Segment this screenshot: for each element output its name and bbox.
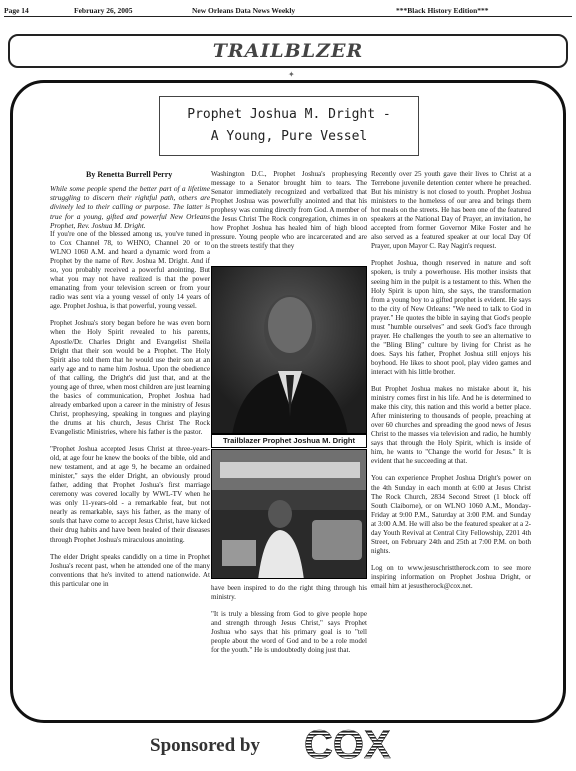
paragraph: But Prophet Joshua makes no mistake about it, his ministry comes first in his life. And he is determined to make this city, this nation and this world a better place. After ministering to thousands of people, preaching at over 60 churches and spreading the good news of Jesus Christ to the masses via television and radio, he humbly says that through the Holy Spirit, which is inside of him, he wants to "Change the world for Jesus." It is evident that he succeeding at that. [371, 385, 531, 466]
section-banner [8, 34, 568, 68]
paragraph: If you're one of the blessed among us, you've tuned in to Cox Channel 78, to WHNO, Channel 20 or to WLNO 1060 A.M. and heard a dynamic word from a Prophet by the name of Rev. Joshua M. Dright. And if so, you probably received a powerful anointing. But what you may not have realized is that the power emanating from your television screen or from your radio was sent via a young vessel of only 14 years of age. Prophet Joshua, is that powerful, young vessel. [50, 230, 210, 311]
article-column-1 [50, 230, 210, 720]
paragraph: Recently over 25 youth gave their lives to Christ at a Terrebone juvenile detention center where he preached. But his ministry is not closed to youth. Prophet Joshua ministers to the homeless of our area and brings them hot meals on the streets. He has been one of the featured speakers at the National Day of Prayer, an invitation, he accepted from former Governor Mike Foster and he also served as a featured speaker at our local Day Of Prayer, upon Mayor C. Ray Nagin's request. [371, 170, 531, 251]
masthead [4, 3, 572, 17]
sponsor-label: Sponsored by [150, 735, 261, 756]
paragraph: have been inspired to do the right thing through his ministry. [211, 584, 367, 602]
headline-box [159, 96, 419, 156]
headline-line-2: A Young, Pure Vessel [210, 129, 368, 144]
paragraph: Washington D.C., Prophet Joshua's prophesying message to a Senator brought him to tears. The Senator immediately recognized and verbalized that Prophet Joshua was powerfully anointed and that his prophesy was coming directly from God. A member of the Jesus Christ The Rock congregation, chimes in on how Prophet Joshua has healed him of high blood pressure. Young people who are incarcerated and are on the streets testify that they [211, 170, 367, 251]
paragraph: The elder Dright speaks candidly on a time in Prophet Joshua's recent past, when he attended one of the many conventions that he's invited to attend nationwide. At this particular one in [50, 552, 210, 588]
photo-caption: Trailblazer Prophet Joshua M. Dright [211, 434, 367, 448]
page-number: Page 14 [4, 6, 29, 15]
byline: By Renetta Burrell Perry [86, 170, 173, 179]
portrait-photo [211, 266, 367, 434]
masthead-rule [4, 16, 572, 17]
paragraph: Prophet Joshua, though reserved in nature and soft spoken, is truly a powerhouse. His mother insists that seeing him in the pulpit is a testament to this. When the Holy Spirit is upon him, she says, the transformation from a young boy to a gifted prophet is evident. He says to the city of New Orleans: "We need to talk to God in prayer." He quotes the bible in saying that God's people must "humble ourselves" and seek God's face through prayer. He challenges the youth to see an alternative to the "Bling Bling" culture by living for Christ as he does. Says his father, Prophet Joshua still enjoys his boyhood. He likes to shoot pool, play video games and interact with his little brother. [371, 259, 531, 376]
paragraph: "Prophet Joshua accepted Jesus Christ at three-years-old, at age four he knew the books of the bible, old and new testament, and at age 9, he became an ordained minister," says the elder Dright, an obviously proud father, adding that Prophet Joshua's first marriage ceremony was covered locally by WWL-TV when he was only 11-years-old - a remarkable feat, but not nearly as remarkable, says his father, as the many of souls that have come to accept Jesus Christ, have kicked their drug habits and have been healed of their diseases through Prophet Joshua's miraculous anointing. [50, 445, 210, 544]
article-column-2-top [211, 170, 367, 262]
intro-paragraph: While some people spend the better part of a lifetime struggling to discern their rightful path, others are divinely led to their calling or purpose. The latter is true for a young, gifted and powerful New Orleans Prophet, Rev. Joshua M. Dright. [50, 184, 210, 230]
star-ornament-icon: ✦ [288, 70, 295, 79]
edition-label: ***Black History Edition*** [396, 6, 489, 15]
issue-date: February 26, 2005 [74, 6, 133, 15]
section-title: TRAILBLZER [212, 40, 364, 62]
paragraph: Log on to www.jesuschristtherock.com to see more inspiring information on Prophet Joshua Dright, or email him at jesustherock@cox.net. [371, 563, 531, 590]
headline-line-1: Prophet Joshua M. Dright - [187, 107, 391, 122]
paragraph: Prophet Joshua's story began before he was even born when the Holy Spirit revealed to his parents, Apostle/Dr. Charles Dright and Evangelist Sheila Dright that their son would be a Prophet. The Holy Spirit also told them that he would use their son at an early age and to name him Joshua. Upon the obedience of that calling, the Dright's did just that, and at the young age of three, when most children are just learning the basics of communication, Prophet Joshua had already embarked upon a career in the ministry of Jesus Christ, prophesying, speaking in tongues and playing the drums at his church, Jesus Christ The Rock Evangelistic Ministries, where his father is the pastor. [50, 319, 210, 436]
publication-name: New Orleans Data News Weekly [192, 6, 296, 15]
paragraph: "It is truly a blessing from God to give people hope and strength through Jesus Christ," says Prophet Joshua who says that his primary goal is to "tell people about the word of God and to be a role model for the youth." He is undoubtedly doing just that. [211, 610, 367, 655]
article-column-3 [371, 170, 531, 720]
article-column-2-bottom [211, 584, 367, 716]
outreach-photo [211, 449, 367, 579]
paragraph: You can experience Prophet Joshua Dright's power on the 4th Sunday in each month at 6:00 at Jesus Christ The Rock Church, 2834 Second Street (1 block off South Claiborne), or on WLNO 1060 A.M., Monday-Friday at 9:00 P.M., Saturday at 3:00 P.M. and Sunday at 3:00 A.M. He will also be the featured speaker at a 2-day Youth Revival at Central City Fellowship, 2201 4th Street, on February 24th and 25th at 7:00 P.M. on both nights. [371, 474, 531, 555]
logo-text: COX [304, 723, 391, 762]
cox-logo-icon [300, 722, 440, 762]
